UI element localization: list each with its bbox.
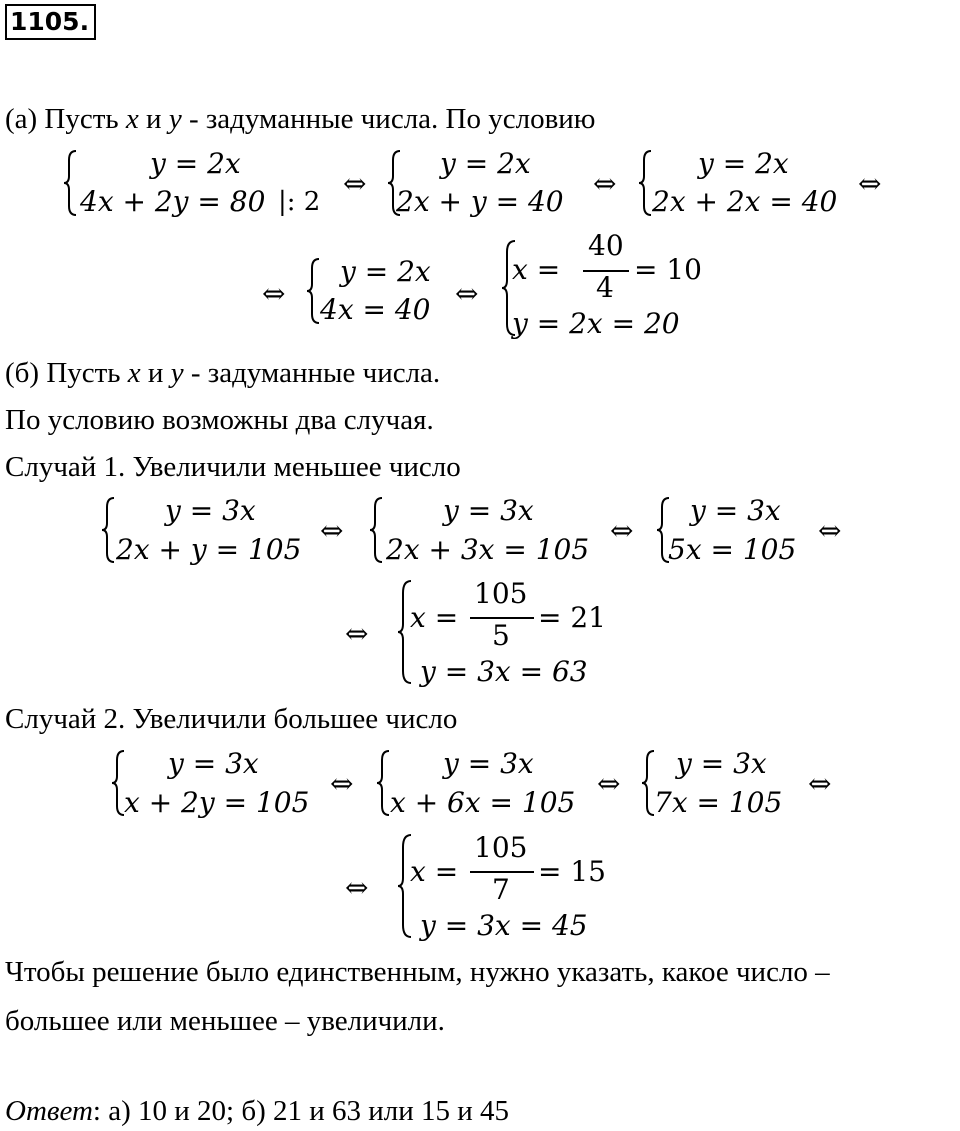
c1-sys4-x-rhs: = 21 [538,601,606,634]
brace-c1-2 [368,495,386,565]
a-sys4-eq1: y = 2x [340,255,431,288]
problem-number: 1105. [5,4,96,40]
equiv-c1-2: ⇔ [610,514,634,547]
var-y: y [168,103,182,135]
c2-sys4-x-rhs: = 15 [538,855,606,888]
a-sys5-den: 4 [596,271,614,304]
c1-sys4-x-lhs: x = [410,601,459,634]
c1-sys4-eq2: y = 3x = 63 [420,655,588,688]
c1-sys4-den: 5 [492,619,510,652]
equiv-a2: ⇔ [593,167,617,200]
equiv-a1: ⇔ [343,167,367,200]
part-b-intro [5,356,440,390]
answer-label: Ответ [5,1095,93,1127]
var-x-b: x [127,357,141,389]
c2-sys4-x-lhs: x = [410,855,459,888]
a-sys4-eq2: 4x = 40 [320,293,431,326]
a-sys2-eq2: 2x + y = 40 [396,185,564,218]
c1-sys1-eq1: y = 3x [165,494,256,527]
c2-sys2-eq1: y = 3x [443,747,534,780]
a-sys2-eq1: y = 2x [440,147,531,180]
c1-sys2-eq2: 2x + 3x = 105 [386,533,590,566]
equiv-c2-1: ⇔ [330,767,354,800]
c1-sys4-num: 105 [474,577,528,610]
equiv-a3: ⇔ [858,167,882,200]
a-sys5-x-lhs: x = [512,253,561,286]
conclusion-line-1: Чтобы решение было единственным, нужно указать, какое число – [5,956,830,988]
c2-sys2-eq2: x + 6x = 105 [390,786,576,819]
brace-a1 [62,148,80,218]
cases-text: По условию возможны два случая. [5,404,434,436]
a-sys5-eq2: y = 2x = 20 [512,307,680,340]
c2-sys1-eq2: x + 2y = 105 [124,786,310,819]
part-a-intro-suffix: - задуманные числа. По условию [181,103,596,135]
c1-sys3-eq2: 5x = 105 [668,533,797,566]
part-b-intro-prefix: (б) Пусть [5,357,128,389]
a-sys1-eq1: y = 2x [150,147,241,180]
a-sys1-note: |: 2 [278,187,321,217]
c1-sys2-eq1: y = 3x [443,494,534,527]
equiv-c2-3: ⇔ [808,767,832,800]
equiv-a4: ⇔ [262,277,286,310]
part-a-intro [5,102,595,136]
equiv-c2-4: ⇔ [345,871,369,904]
and-word: и [138,103,169,135]
equiv-c1-3: ⇔ [818,514,842,547]
equiv-c1-4: ⇔ [345,617,369,650]
a-sys5-num: 40 [588,229,624,262]
c2-sys4-num: 105 [474,831,528,864]
c2-sys3-eq1: y = 3x [676,747,767,780]
part-b-intro-suffix: - задуманные числа. [183,357,441,389]
a-sys3-eq1: y = 2x [698,147,789,180]
c1-sys1-eq2: 2x + y = 105 [116,533,302,566]
and-word-b: и [140,357,171,389]
a-sys5-x-rhs: = 10 [634,253,702,286]
answer-text: : а) 10 и 20; б) 21 и 63 или 15 и 45 [92,1095,510,1127]
c2-sys4-den: 7 [492,873,510,906]
c2-sys3-eq2: 7x = 105 [654,786,783,819]
case1-title: Случай 1. Увеличили меньшее число [5,451,461,483]
a-sys1-eq2: 4x + 2y = 80 [80,185,266,218]
answer-line [5,1094,509,1128]
c2-sys1-eq1: y = 3x [168,747,259,780]
a-sys3-eq2: 2x + 2x = 40 [652,185,838,218]
part-a-intro-prefix: (а) Пусть [5,103,126,135]
c1-sys3-eq1: y = 3x [690,494,781,527]
case2-title: Случай 2. Увеличили большее число [5,703,458,735]
var-y-b: y [170,357,184,389]
equiv-c2-2: ⇔ [597,767,621,800]
equiv-c1-1: ⇔ [320,514,344,547]
equiv-a5: ⇔ [455,277,479,310]
conclusion-line-2: большее или меньшее – увеличили. [5,1005,445,1037]
var-x: x [125,103,139,135]
c2-sys4-eq2: y = 3x = 45 [420,909,588,942]
